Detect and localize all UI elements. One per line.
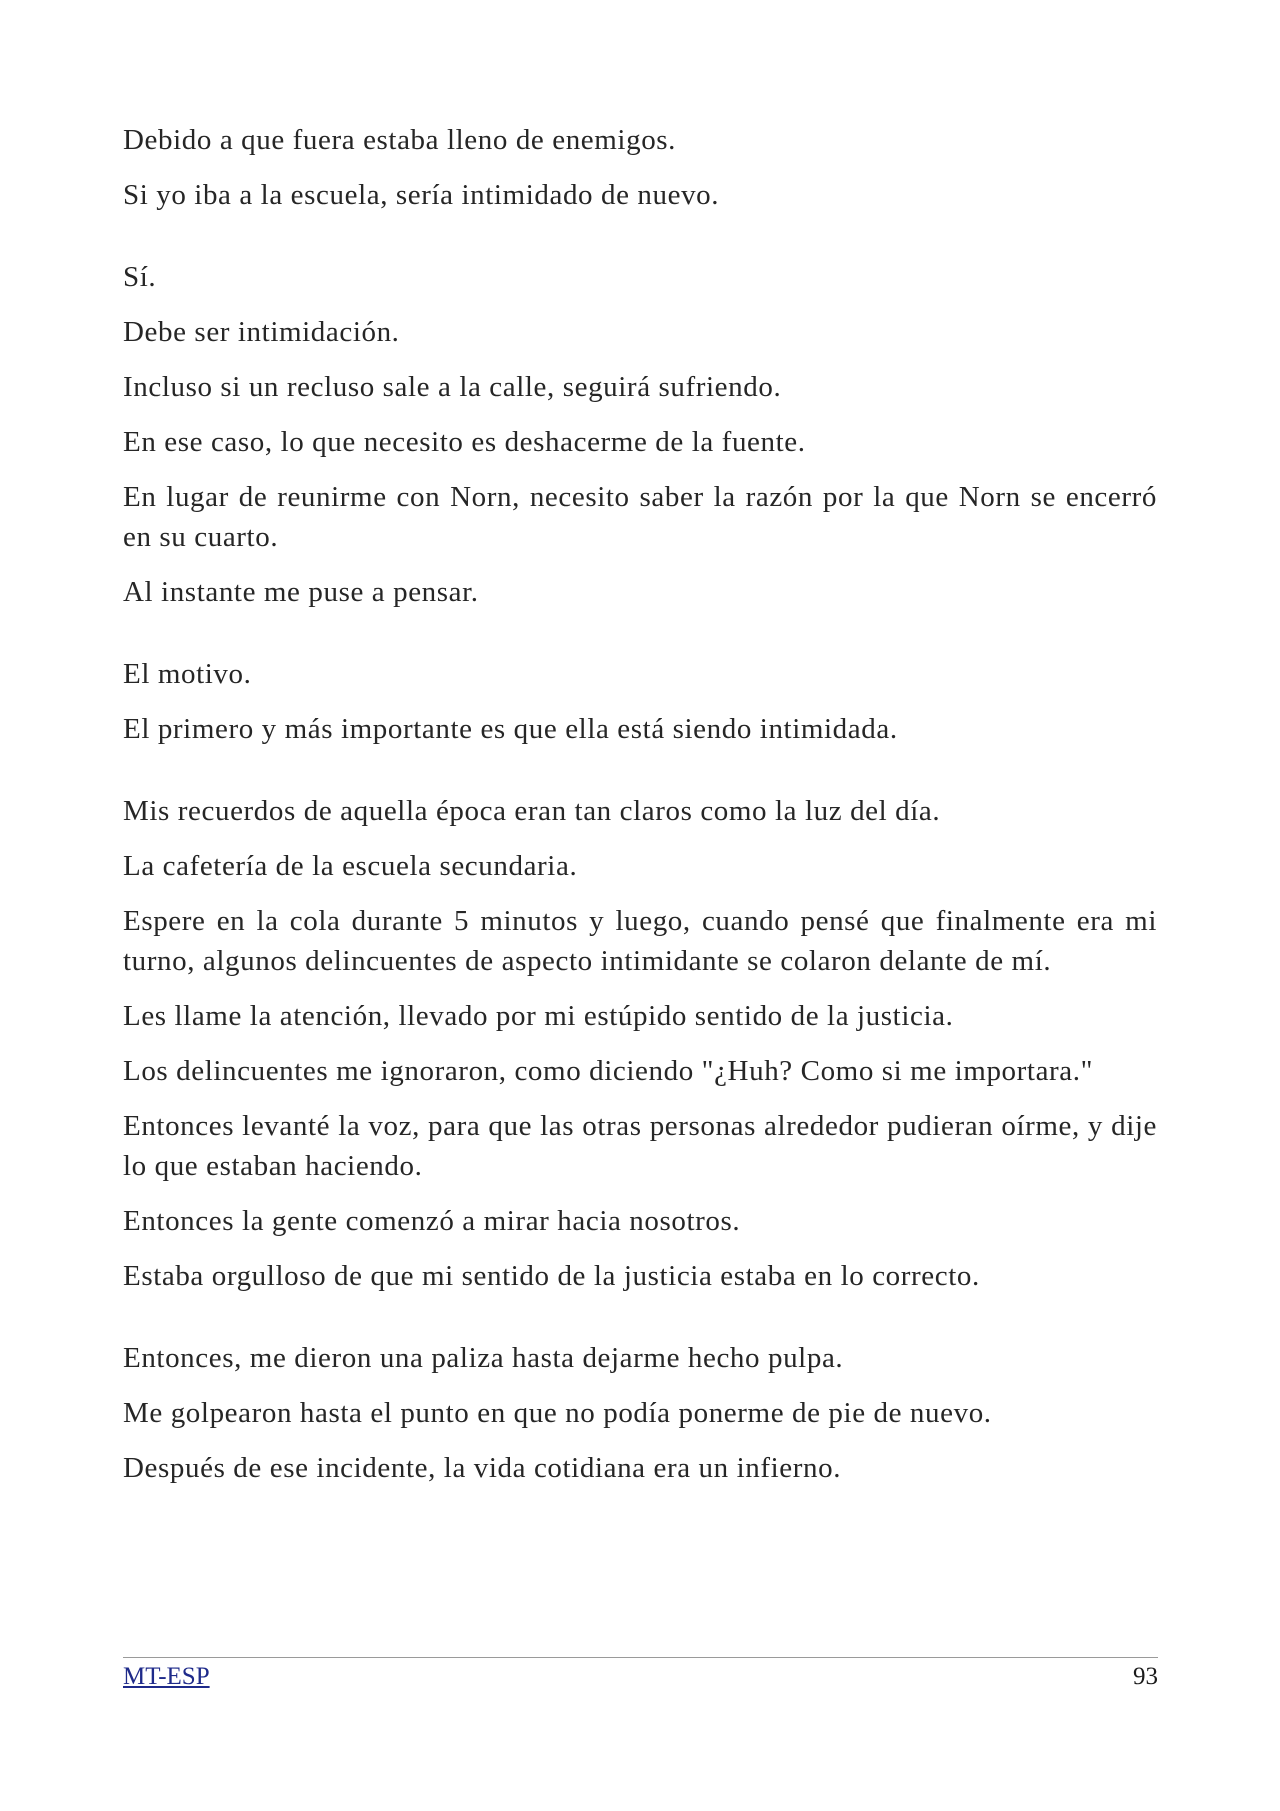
paragraph: La cafetería de la escuela secundaria.	[123, 850, 578, 882]
paragraph: Estaba orgulloso de que mi sentido de la justicia estaba en lo correcto.	[123, 1260, 980, 1292]
paragraph: Debe ser intimidación.	[123, 316, 400, 348]
paragraph: Sí.	[123, 261, 157, 293]
paragraph: Me golpearon hasta el punto en que no podía ponerme de pie de nuevo.	[123, 1397, 992, 1429]
paragraph: Entonces, me dieron una paliza hasta dejarme hecho pulpa.	[123, 1342, 844, 1374]
paragraph: Incluso si un recluso sale a la calle, seguirá sufriendo.	[123, 371, 782, 403]
paragraph: Si yo iba a la escuela, sería intimidado de nuevo.	[123, 179, 720, 211]
paragraph: El primero y más importante es que ella está siendo intimidada.	[123, 713, 898, 745]
footer-link[interactable]: MT-ESP	[123, 1663, 210, 1690]
paragraph: Entonces levanté la voz, para que las otras personas alrededor pudieran oírme, y dije lo que estaban haciendo.	[123, 1110, 1157, 1182]
page-footer	[123, 1657, 1158, 1694]
page-body	[123, 120, 1157, 1503]
paragraph: Al instante me puse a pensar.	[123, 576, 479, 608]
paragraph: Después de ese incidente, la vida cotidiana era un infierno.	[123, 1452, 842, 1484]
page-number: 93	[1133, 1663, 1158, 1690]
paragraph: El motivo.	[123, 658, 252, 690]
paragraph: Los delincuentes me ignoraron, como diciendo "¿Huh? Como si me importara."	[123, 1055, 1094, 1087]
paragraph: Mis recuerdos de aquella época eran tan claros como la luz del día.	[123, 795, 941, 827]
paragraph-gap	[123, 230, 1157, 257]
paragraph-gap	[123, 1311, 1157, 1338]
paragraph-gap	[123, 627, 1157, 654]
paragraph: Les llame la atención, llevado por mi estúpido sentido de la justicia.	[123, 1000, 954, 1032]
paragraph: Espere en la cola durante 5 minutos y luego, cuando pensé que finalmente era mi turno, algunos delincuentes de aspecto intimidante se colaron delante de mí.	[123, 905, 1157, 977]
paragraph: Debido a que fuera estaba lleno de enemigos.	[123, 124, 677, 156]
paragraph: En ese caso, lo que necesito es deshacerme de la fuente.	[123, 426, 806, 458]
paragraph-gap	[123, 764, 1157, 791]
paragraph: En lugar de reunirme con Norn, necesito saber la razón por la que Norn se encerró en su cuarto.	[123, 481, 1157, 553]
paragraph: Entonces la gente comenzó a mirar hacia nosotros.	[123, 1205, 741, 1237]
